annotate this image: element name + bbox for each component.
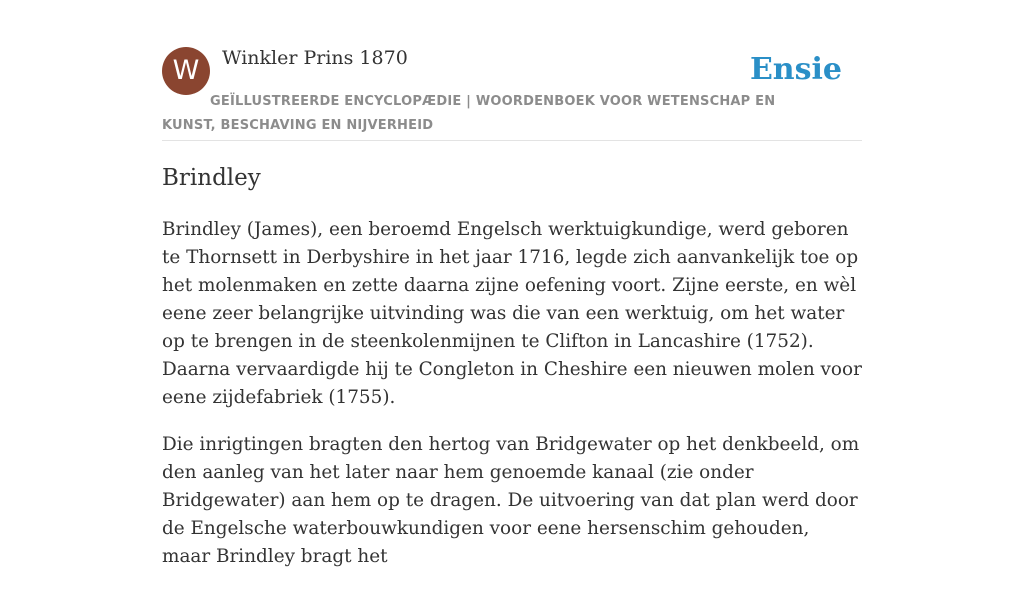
article-body — [162, 216, 862, 590]
article-paragraph: Die inrigtingen bragten den hertog van Bridgewater op het denkbeeld, om den aanleg van het later naar hem genoemde kanaal (zie onder Bridgewater) aan hem op te dragen. De uitvoering van dat plan werd door de Engelsche waterbouwkundigen voor eene hersenschim gehouden, maar Brindley bragt het — [162, 434, 860, 567]
source-title-link[interactable]: Winkler Prins 1870 — [222, 47, 408, 69]
ensie-logo[interactable]: Ensie — [749, 52, 842, 87]
source-header — [162, 46, 862, 141]
article-title: Brindley — [162, 165, 261, 191]
source-avatar[interactable]: W — [162, 47, 210, 95]
article-paragraph: Brindley (James), een beroemd Engelsch werktuigkundige, werd geboren te Thornsett in Derbyshire in het jaar 1716, legde zich aanvankelijk toe op het molenmaken en zette daarna zijne oefening voort. Zijne eerste, en wèl eene zeer belangrijke uitvinding was die van een werktuig, om het water op te brengen in de steenkolenmijnen te Clifton in Lancashire (1752). Daarna vervaardigde hij te Congleton in Cheshire een nieuwen molen voor eene zijdefabriek (1755). — [162, 219, 862, 408]
source-subtitle: GEÏLLUSTREERDE ENCYCLOPÆDIE | WOORDENBOEK VOOR WETENSCHAP EN KUNST, BESCHAVING EN NIJVERHEID — [162, 94, 776, 133]
